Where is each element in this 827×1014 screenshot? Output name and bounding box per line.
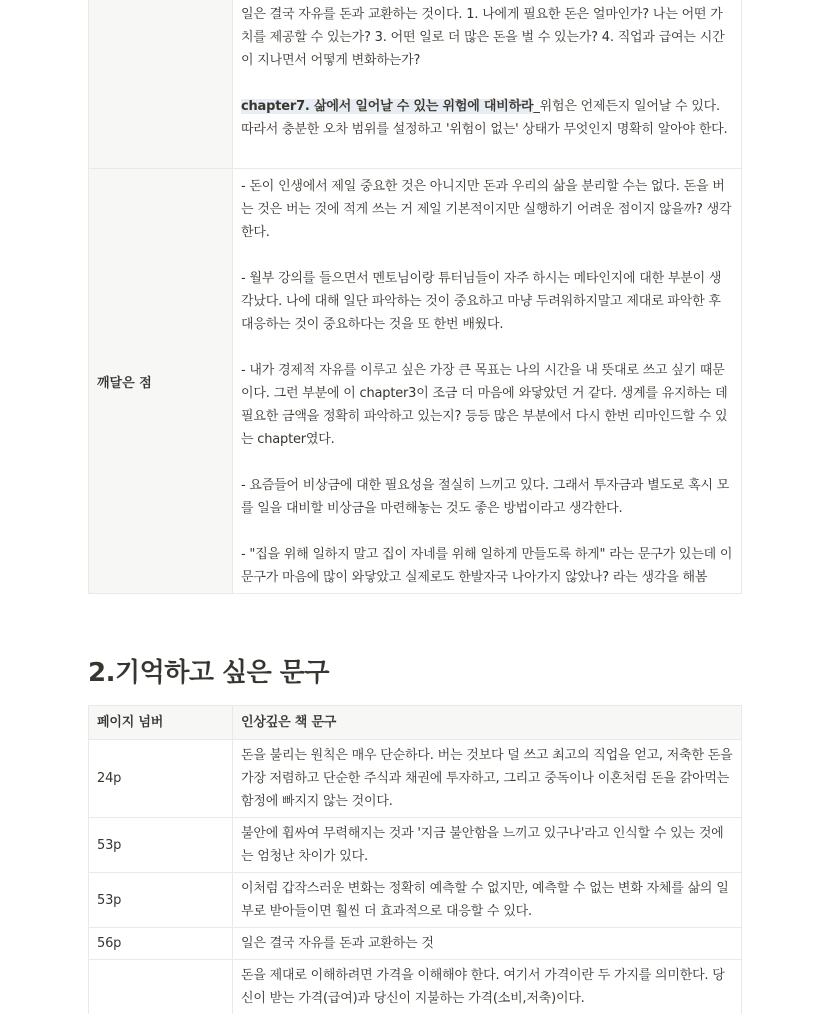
section-heading: 2.기억하고 싶은 문구: [88, 658, 329, 688]
quote-cell[interactable]: 돈을 불리는 원칙은 매우 단순하다. 버는 것보다 덜 쓰고 최고의 직업을 얻고, 저축한 돈을 가장 저렴하고 단순한 주식과 채권에 투자하고, 그리고 중독이나 이혼처럼 돈을 갉아먹는 함정에 빠지지 않는 것이다.: [233, 740, 742, 818]
page-number-cell[interactable]: 53p: [89, 818, 233, 873]
insight-paragraph: - 월부 강의를 들으면서 멘토님이랑 튜터님들이 자주 하시는 메타인지에 대한 부분이 생각났다. 나에 대해 일단 파악하는 것이 중요하고 마냥 두려워하지말고 제대로 파악한 후 대응하는 것이 중요하다는 것을 또 한번 배웠다.: [241, 271, 722, 332]
table-row: [89, 818, 742, 873]
insight-label: 깨달은 점: [89, 169, 233, 594]
reflection-table: [88, 0, 742, 594]
insight-paragraph: - 요즘들어 비상금에 대한 필요성을 절실히 느끼고 있다. 그래서 투자금과 별도로 혹시 모를 일을 대비할 비상금을 마련해놓는 것도 좋은 방법이라고 생각한다.: [241, 478, 730, 516]
table-row: [89, 873, 742, 928]
page-number-cell[interactable]: 53p: [89, 873, 233, 928]
insight-paragraph: - 돈이 인생에서 제일 중요한 것은 아니지만 돈과 우리의 삶을 분리할 수는 없다. 돈을 버는 것은 버는 것에 적게 쓰는 거 제일 기본적이지만 실행하기 어려운 점이지 않을까? 생각한다.: [241, 179, 732, 240]
table-row: [89, 960, 742, 1014]
page-number-cell[interactable]: [89, 960, 233, 1014]
table-row: [89, 740, 742, 818]
quote-cell[interactable]: 일은 결국 자유를 돈과 교환하는 것: [233, 928, 742, 960]
table-row: [89, 928, 742, 960]
page-number-cell[interactable]: 56p: [89, 928, 233, 960]
summary-paragraph: 일은 결국 자유를 돈과 교환하는 것이다. 1. 나에게 필요한 돈은 얼마인가? 나는 어떤 가치를 제공할 수 있는가? 3. 어떤 일로 더 많은 돈을 벌 수 있는가? 4. 직업과 급여는 시간이 지나면서 어떻게 변화하는가?: [241, 7, 725, 68]
insight-paragraph: - 내가 경제적 자유를 이루고 싶은 가장 큰 목표는 나의 시간을 내 뜻대로 쓰고 싶기 때문이다. 그런 부분에 이 chapter3이 조금 더 마음에 와닿았던 거 같다. 생계를 유지하는 데 필요한 금액을 정확히 파악하고 있는지? 등등 많은 부분에서 다시 한번 리마인드할 수 있는 chapter였다.: [241, 363, 728, 447]
page-number-cell[interactable]: 24p: [89, 740, 233, 818]
table-header-row: [89, 706, 742, 740]
quotes-table: [88, 705, 742, 1014]
chapter7-body: _위험은 언제든지 일어날 수 있다. 따라서 충분한 오차 범위를 설정하고 '위험이 없는' 상태가 무엇인지 명확히 알아야 한다.: [241, 99, 728, 137]
summary-cell[interactable]: [233, 0, 742, 169]
row-label-empty: [89, 0, 233, 169]
chapter7-title: chapter7. 삶에서 일어날 수 있는 위험에 대비하라: [241, 99, 534, 114]
quote-cell[interactable]: 이처럼 갑작스러운 변화는 정확히 예측할 수 없지만, 예측할 수 없는 변화 자체를 삶의 일부로 받아들이면 훨씬 더 효과적으로 대응할 수 있다.: [233, 873, 742, 928]
quote-cell[interactable]: 돈을 제대로 이해하려면 가격을 이해해야 한다. 여기서 가격이란 두 가지를 의미한다. 당신이 받는 가격(급여)과 당신이 지불하는 가격(소비,저축)이다.: [233, 960, 742, 1014]
table-row: [89, 0, 742, 169]
column-header-page: 페이지 넘버: [89, 706, 233, 740]
table-row: [89, 169, 742, 594]
insight-cell[interactable]: [233, 169, 742, 594]
quote-cell[interactable]: 불안에 휩싸여 무력해지는 것과 '지금 불안함을 느끼고 있구나'라고 인식할 수 있는 것에는 엄청난 차이가 있다.: [233, 818, 742, 873]
insight-paragraph: - "집을 위해 일하지 말고 집이 자네를 위해 일하게 만들도록 하게" 라는 문구가 있는데 이 문구가 마음에 많이 와닿았고 실제로도 한발자국 나아가지 않았나? 라는 생각을 해봄: [241, 547, 733, 585]
chapter7-paragraph: [241, 95, 733, 141]
column-header-quote: 인상깊은 책 문구: [233, 706, 742, 740]
